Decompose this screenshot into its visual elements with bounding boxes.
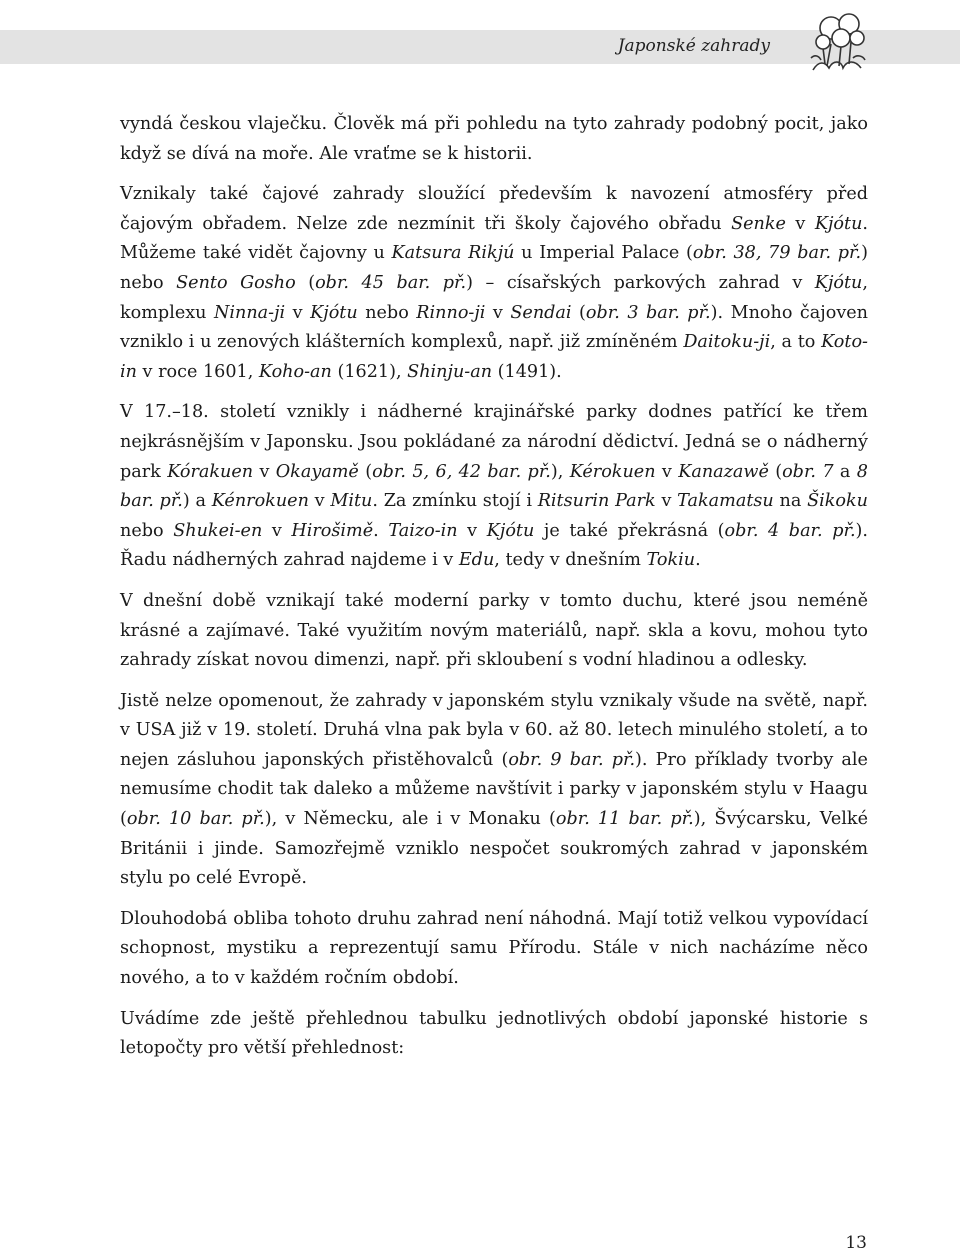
text-run: ( bbox=[768, 461, 783, 482]
italic-text-run: Daitoku-ji bbox=[683, 332, 771, 353]
italic-text-run: Katsura Rikjú bbox=[391, 243, 515, 264]
text-run: ). Řadu nádherných zahrad najdeme i v bbox=[120, 520, 869, 571]
text-run: . bbox=[373, 520, 389, 541]
text-run: v bbox=[285, 302, 311, 323]
text-run: v bbox=[457, 520, 487, 541]
text-run: v bbox=[262, 520, 292, 541]
italic-text-run: Kjótu bbox=[814, 213, 863, 234]
italic-text-run: Tokiu bbox=[646, 550, 696, 571]
italic-text-run: Koho-an bbox=[258, 361, 332, 382]
text-run: Uvádíme zde ještě přehlednou tabulku jednotlivých období japonské historie s letopočty pro větší přehlednost: bbox=[120, 1008, 868, 1059]
page-number: 13 bbox=[845, 1233, 867, 1253]
italic-text-run: Senke bbox=[731, 213, 786, 234]
text-run: u Imperial Palace ( bbox=[514, 243, 693, 264]
italic-text-run: Takamatsu bbox=[677, 491, 774, 512]
italic-text-run: Ritsurin Park bbox=[537, 491, 656, 512]
text-run: Dlouhodobá obliba tohoto druhu zahrad není náhodná. Mají totiž velkou vypovídací schopnost, mystiku a reprezentují samu Přírodu. Stále v nich nacházíme něco nového, a to v každém ročním období. bbox=[120, 908, 868, 989]
text-run: Jistě nelze opomenout, že zahrady v japonském stylu vznikaly všude na světě, např. v USA již v 19. století. Druhá vlna pak byla v 60. až 80. letech minulého století, a to nejen zásluhou japonských přistěhovalců ( bbox=[120, 690, 868, 770]
text-run: ) – císařských parkových zahrad v bbox=[466, 272, 815, 293]
italic-text-run: Kérokuen bbox=[569, 461, 656, 482]
text-run: v roce 1601, bbox=[136, 361, 259, 382]
italic-text-run: Shinju-an bbox=[407, 361, 493, 382]
text-run: , tedy v dnešním bbox=[494, 550, 647, 571]
italic-text-run: Kórakuen bbox=[167, 461, 254, 482]
text-run: ) a bbox=[182, 491, 212, 512]
text-run: (1491). bbox=[492, 361, 562, 382]
text-run: Vznikaly také čajové zahrady sloužící především k navození atmosféry před čajovým obřadem. Nelze zde nezmínit tři školy čajového obřadu bbox=[120, 184, 868, 234]
text-run: na bbox=[773, 491, 808, 512]
italic-text-run: Shukei-en bbox=[173, 520, 263, 541]
italic-text-run: 8 bar. př. bbox=[120, 461, 868, 512]
text-run: vyndá českou vlaječku. Člověk má při pohledu na tyto zahrady podobný pocit, jako když se dívá na moře. Ale vraťme se k historii. bbox=[120, 114, 868, 164]
italic-text-run: Mitu bbox=[330, 491, 373, 512]
paragraph-7 bbox=[120, 1005, 868, 1064]
italic-text-run: Kanazawě bbox=[678, 461, 769, 482]
italic-text-run: obr. 4 bar. př. bbox=[724, 520, 856, 541]
italic-text-run: Ninna-ji bbox=[213, 302, 286, 323]
text-run: V 17.–18. století vznikly i nádherné krajinářské parky dodnes patřící ke třem nejkrásnějším v Japonsku. Jsou pokládané za národní dědictví. Jedná se o nádherný park bbox=[120, 402, 868, 482]
text-run: ( bbox=[295, 272, 316, 293]
italic-text-run: obr. 10 bar. př. bbox=[126, 809, 265, 830]
running-header-title: Japonské zahrady bbox=[617, 36, 770, 56]
text-run: nebo bbox=[120, 520, 174, 541]
paragraph-5 bbox=[120, 687, 868, 894]
text-run: ). Pro příklady tvorby ale nemusíme chodit tak daleko a můžeme navštívit i parky v japonském stylu v Haagu ( bbox=[120, 749, 868, 830]
text-run: a bbox=[833, 461, 857, 482]
italic-text-run: Kénrokuen bbox=[211, 491, 309, 512]
italic-text-run: Kjótu bbox=[310, 302, 358, 323]
text-run: v bbox=[308, 491, 331, 512]
paragraph-3 bbox=[120, 398, 868, 576]
italic-text-run: obr. 9 bar. př. bbox=[508, 749, 636, 770]
text-run: ( bbox=[358, 461, 373, 482]
paragraph-1 bbox=[120, 110, 868, 169]
italic-text-run: Okayamě bbox=[275, 461, 359, 482]
tree-logo-icon bbox=[803, 4, 873, 76]
paragraph-2 bbox=[120, 180, 868, 387]
text-run: v bbox=[253, 461, 276, 482]
text-run: ), Švýcarsku, Velké Británii i jinde. Samozřejmě vzniklo nespočet soukromých zahrad v japonském stylu po celé Evropě. bbox=[120, 809, 868, 889]
text-run: (1621), bbox=[331, 361, 408, 382]
italic-text-run: Taizo-in bbox=[388, 520, 458, 541]
italic-text-run: obr. 45 bar. př. bbox=[315, 272, 467, 293]
text-run: ), v Německu, ale i v Monaku ( bbox=[264, 809, 556, 830]
text-run: , a to bbox=[770, 332, 822, 353]
italic-text-run: obr. 7 bbox=[782, 461, 834, 482]
italic-text-run: Šikoku bbox=[807, 491, 869, 512]
text-run: ), bbox=[550, 461, 570, 482]
text-run: ). Mnoho čajoven vzniklo i u zenových klášterních komplexů, např. již zmíněném bbox=[120, 302, 869, 353]
italic-text-run: Edu bbox=[458, 550, 495, 571]
text-run: je také překrásná ( bbox=[534, 520, 725, 541]
italic-text-run: obr. 5, 6, 42 bar. př. bbox=[372, 461, 551, 482]
paragraph-6 bbox=[120, 905, 868, 994]
text-run: , komplexu bbox=[120, 272, 868, 323]
italic-text-run: Koto-in bbox=[120, 332, 868, 382]
text-run: nebo bbox=[357, 302, 417, 323]
italic-text-run: Kjótu bbox=[486, 520, 535, 541]
italic-text-run: Hirošimě bbox=[291, 520, 374, 541]
italic-text-run: Sento Gosho bbox=[176, 272, 296, 293]
text-run: ) nebo bbox=[120, 243, 868, 293]
italic-text-run: obr. 11 bar. př. bbox=[555, 809, 694, 830]
paragraph-4 bbox=[120, 587, 868, 676]
text-run: v bbox=[655, 461, 679, 482]
text-run: v bbox=[485, 302, 511, 323]
text-run: . Můžeme také vidět čajovny u bbox=[120, 213, 868, 264]
text-run: . Za zmínku stojí i bbox=[372, 491, 538, 512]
text-run: V dnešní době vznikají také moderní parky v tomto duchu, které jsou neméně krásné a zajímavé. Také využitím novým materiálů, např. skla a kovu, mohou tyto zahrady získat novou dimenzi, např. při skloubení s vodní hladinou a odlesky. bbox=[120, 590, 868, 671]
italic-text-run: obr. 3 bar. př. bbox=[585, 302, 711, 323]
italic-text-run: Rinno-ji bbox=[416, 302, 486, 323]
text-run: ( bbox=[571, 302, 586, 323]
text-run: . bbox=[695, 550, 701, 571]
italic-text-run: Kjótu bbox=[814, 272, 863, 293]
italic-text-run: Sendai bbox=[510, 302, 572, 323]
text-run: v bbox=[655, 491, 678, 512]
body-text bbox=[120, 110, 868, 1075]
text-run: v bbox=[785, 213, 815, 234]
italic-text-run: obr. 38, 79 bar. př. bbox=[692, 243, 862, 264]
